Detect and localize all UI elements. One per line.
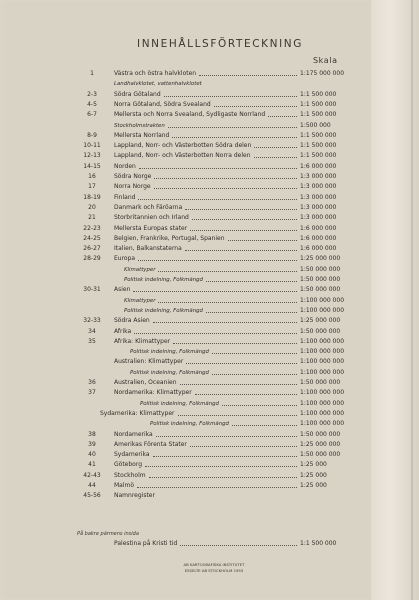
- page-number: 2-3: [87, 90, 97, 98]
- page-number: 17: [88, 183, 96, 191]
- map-scale: 1:25 000: [300, 482, 327, 489]
- leader-dots: [254, 147, 297, 148]
- page-number: 37: [88, 389, 96, 397]
- scale-column-header: Skala: [313, 56, 338, 65]
- page-number: 42-43: [83, 471, 101, 479]
- map-title: Mellersta Norrland: [114, 131, 170, 139]
- page-number: 38: [88, 430, 96, 438]
- map-scale: 1:3 000 000: [300, 183, 337, 191]
- map-scale: 1:25 000 000: [300, 440, 341, 448]
- contents-row: [0, 162, 380, 172]
- map-title: Klimattyper: [124, 266, 156, 273]
- contents-row: [0, 244, 380, 254]
- contents-row: [0, 203, 380, 213]
- leader-dots: [172, 137, 297, 138]
- map-title: Södra Götaland: [114, 90, 161, 98]
- contents-row: [0, 450, 380, 460]
- contents-row: [0, 172, 380, 182]
- map-scale: 1:50 000 000: [300, 327, 341, 335]
- leader-dots: [206, 312, 297, 313]
- map-scale: 1:100 000 000: [300, 399, 345, 407]
- contents-row: [0, 327, 380, 337]
- contents-row: [0, 440, 380, 450]
- leader-dots: [133, 291, 297, 292]
- page-number: 41: [88, 461, 96, 469]
- map-title: Stockholm: [114, 471, 146, 479]
- contents-row: [0, 182, 380, 192]
- leader-dots: [178, 415, 297, 416]
- map-title: Afrika: [114, 327, 132, 335]
- map-title: Norra Norge: [114, 183, 151, 191]
- contents-row: [0, 357, 380, 367]
- map-title: Belgien, Frankrike, Portugal, Spanien: [114, 234, 225, 242]
- leader-dots: [268, 116, 297, 117]
- map-scale: 1:1 500 000: [300, 540, 337, 547]
- back-cover-note: På bakre pärmens insida: [77, 531, 139, 537]
- page-number: 44: [88, 482, 96, 489]
- page-number: 16: [88, 173, 96, 180]
- map-scale: 1:25 000 000: [300, 317, 341, 325]
- leader-dots: [180, 545, 297, 546]
- map-title: Södra Norge: [114, 173, 152, 180]
- leader-dots: [222, 405, 297, 406]
- contents-row: [0, 306, 380, 316]
- publisher-city-year: ESSELTE AB STOCKHOLM 1955: [184, 568, 244, 573]
- contents-row: [0, 481, 380, 491]
- page-number: 8-9: [87, 131, 97, 139]
- contents-row: [0, 141, 380, 151]
- page-number: 40: [88, 451, 96, 459]
- contents-row: [0, 388, 380, 398]
- map-scale: 1:50 000 000: [300, 430, 341, 438]
- map-title: Italien, Balkanstaterna: [114, 245, 182, 253]
- map-scale: 1:25 000 000: [300, 255, 341, 263]
- map-title: Sydamerika: Klimattyper: [100, 409, 175, 417]
- map-scale: 1:50 000 000: [300, 286, 341, 294]
- map-scale: 1:50 000 000: [300, 451, 341, 459]
- map-title: Politisk indelning, Folkmängd: [150, 421, 229, 428]
- map-scale: 1:100 000 000: [300, 337, 345, 345]
- leader-dots: [206, 281, 297, 282]
- map-scale: 1:100 000 000: [300, 358, 345, 366]
- page-number: 34: [88, 327, 96, 335]
- contents-row: [0, 296, 380, 306]
- leader-dots: [186, 363, 297, 364]
- contents-row: [0, 234, 380, 244]
- map-title: Landhalvklotet, vattenhalvklotet: [114, 81, 202, 88]
- map-title: Asien: [114, 286, 131, 294]
- map-scale: 1:100 000 000: [300, 348, 345, 356]
- page-number: 24-25: [83, 234, 101, 242]
- page-number: 30-31: [83, 286, 101, 294]
- map-scale: 1:1 500 000: [300, 152, 337, 160]
- contents-row: [0, 368, 380, 378]
- map-scale: 1:100 000 000: [300, 306, 345, 314]
- map-scale: 1:500 000: [300, 121, 331, 129]
- map-scale: 1:100 000 000: [300, 389, 345, 397]
- page-title: INNEHÅLLSFÖRTECKNING: [137, 38, 303, 50]
- map-title: Norden: [114, 162, 136, 170]
- leader-dots: [137, 487, 297, 488]
- page-number: 22-23: [83, 224, 101, 232]
- publisher-imprint: [164, 562, 264, 574]
- map-scale: 1:1 500 000: [300, 142, 337, 150]
- map-scale: 1:1 500 000: [300, 90, 337, 98]
- contents-row: [0, 121, 380, 131]
- map-title: Australien: Klimattyper: [114, 358, 184, 366]
- leader-dots: [168, 127, 297, 128]
- leader-dots: [138, 260, 297, 261]
- page-number: 28-29: [83, 255, 101, 263]
- leader-dots: [134, 333, 297, 334]
- contents-row: [0, 90, 380, 100]
- page-number: 10-11: [83, 142, 101, 150]
- contents-row: [0, 460, 380, 470]
- contents-row: [0, 254, 380, 264]
- leader-dots: [153, 456, 297, 457]
- contents-row: [0, 399, 380, 409]
- leader-dots: [153, 322, 297, 323]
- contents-row: [0, 79, 380, 89]
- map-title: Stockholmstrakten: [114, 122, 165, 129]
- map-scale: 1:3 000 000: [300, 173, 337, 180]
- map-scale: 1:3 000 000: [300, 203, 337, 211]
- contents-row: [0, 131, 380, 141]
- map-scale: 1:1 500 000: [300, 111, 337, 119]
- contents-row: [0, 419, 380, 429]
- map-scale: 1:50 000 000: [300, 276, 341, 283]
- map-scale: 1:6 000 000: [300, 234, 337, 242]
- map-scale: 1:3 000 000: [300, 214, 337, 222]
- leader-dots: [185, 250, 297, 251]
- page-number: 12-13: [83, 152, 101, 160]
- map-title: Finland: [114, 193, 136, 201]
- leader-dots: [212, 374, 297, 375]
- page-number: 20: [88, 203, 96, 211]
- map-title: Mellersta och Norra Svealand, Sydligaste Norrland: [114, 111, 266, 119]
- leader-dots: [156, 436, 297, 437]
- map-title: Europa: [114, 255, 136, 263]
- contents-row: [0, 430, 380, 440]
- contents-row: [0, 409, 380, 419]
- contents-row: [0, 224, 380, 234]
- map-title: Politisk indelning, Folkmängd: [130, 349, 209, 356]
- map-title: Nordamerika: Klimattyper: [114, 389, 192, 397]
- map-scale: 1:6 000 000: [300, 162, 337, 170]
- leader-dots: [185, 209, 297, 210]
- map-scale: 1:1 500 000: [300, 100, 337, 108]
- contents-row: [0, 110, 380, 120]
- leader-dots: [164, 96, 297, 97]
- map-scale: 1:100 000 000: [300, 409, 345, 417]
- contents-row: [0, 491, 380, 501]
- leader-dots: [154, 188, 297, 189]
- leader-dots: [158, 302, 297, 303]
- spine-edge: [411, 0, 413, 600]
- leader-dots: [214, 106, 297, 107]
- leader-dots: [154, 178, 297, 179]
- page-number: 21: [88, 214, 96, 222]
- leader-dots: [232, 425, 297, 426]
- page-number: 36: [88, 379, 96, 386]
- map-title: Storbritannien och Irland: [114, 214, 189, 222]
- contents-row: [0, 69, 380, 79]
- publisher-line: AB KARTOGRAFISKA INSTITUTET: [183, 562, 245, 567]
- map-scale: 1:6 000 000: [300, 245, 337, 253]
- page-number: 45-56: [83, 492, 101, 500]
- contents-row: [0, 337, 380, 347]
- map-title: Malmö: [114, 482, 135, 489]
- map-title: Australien, Oceanien: [114, 379, 177, 386]
- leader-dots: [190, 446, 297, 447]
- page-number: 32-33: [83, 317, 101, 325]
- map-title: Lappland, Norr- och Västerbotten Södra delen: [114, 142, 252, 150]
- map-scale: 1:1 500 000: [300, 131, 337, 139]
- map-scale: 1:175 000 000: [300, 70, 345, 77]
- contents-row: [0, 378, 380, 388]
- map-scale: 1:100 000 000: [300, 420, 345, 428]
- map-scale: 1:100 000 000: [300, 368, 345, 376]
- contents-row: [0, 213, 380, 223]
- leader-dots: [199, 75, 297, 76]
- leader-dots: [138, 199, 297, 200]
- contents-row: [0, 265, 380, 275]
- page-number: 35: [88, 337, 96, 345]
- page-number: 18-19: [83, 193, 101, 201]
- map-scale: 1:3 000 000: [300, 193, 337, 201]
- map-title: Politisk indelning, Folkmängd: [130, 369, 209, 376]
- leader-dots: [195, 394, 297, 395]
- contents-row: [0, 151, 380, 161]
- contents-row: [0, 100, 380, 110]
- map-title: Palestina på Kristi tid: [114, 540, 178, 547]
- leader-dots: [145, 466, 297, 467]
- map-scale: 1:25 000: [300, 471, 327, 479]
- leader-dots: [149, 477, 297, 478]
- leader-dots: [180, 384, 297, 385]
- leader-dots: [139, 168, 297, 169]
- page-number: 1: [90, 70, 94, 77]
- leader-dots: [228, 240, 297, 241]
- map-title: Södra Asien: [114, 317, 150, 325]
- map-title: Lappland, Norr- och Västerbotten Norra delen: [114, 152, 251, 160]
- map-scale: 1:100 000 000: [300, 296, 345, 304]
- leader-dots: [158, 271, 297, 272]
- map-title: Afrika: Klimattyper: [114, 337, 171, 345]
- map-title: Mellersta Europas stater: [114, 224, 188, 232]
- contents-row: [0, 285, 380, 295]
- map-scale: 1:25 000: [300, 461, 327, 469]
- map-title: Amerikas Förenta Stater: [114, 440, 187, 448]
- map-title: Politisk indelning, Folkmängd: [124, 277, 203, 283]
- page-number: 26-27: [83, 245, 101, 253]
- map-title: Danmark och Färöarna: [114, 203, 183, 211]
- map-title: Klimattyper: [124, 297, 156, 304]
- page-number: 4-5: [87, 100, 97, 108]
- leader-dots: [192, 219, 297, 220]
- map-title: Göteborg: [114, 461, 143, 469]
- page-number: 39: [88, 440, 96, 448]
- contents-row: [0, 539, 380, 549]
- contents-row: [0, 316, 380, 326]
- map-title: Namnregister: [114, 492, 155, 500]
- contents-row: [0, 275, 380, 285]
- contents-row: [0, 471, 380, 481]
- map-title: Nordamerika: [114, 430, 153, 438]
- leader-dots: [254, 157, 297, 158]
- page-number: 14-15: [83, 162, 101, 170]
- map-title: Politisk indelning, Folkmängd: [124, 307, 203, 314]
- leader-dots: [173, 343, 297, 344]
- map-scale: 1:50 000 000: [300, 265, 341, 273]
- contents-row: [0, 193, 380, 203]
- map-title: Västra och östra halvkloten: [114, 70, 197, 77]
- map-title: Politisk indelning, Folkmängd: [140, 400, 219, 407]
- page-number: 6-7: [87, 111, 97, 119]
- map-scale: 1:50 000 000: [300, 379, 341, 386]
- map-title: Norra Götaland, Södra Svealand: [114, 100, 211, 108]
- map-scale: 1:6 000 000: [300, 224, 337, 232]
- map-title: Sydamerika: [114, 451, 150, 459]
- leader-dots: [190, 230, 297, 231]
- leader-dots: [212, 353, 297, 354]
- contents-row: [0, 347, 380, 357]
